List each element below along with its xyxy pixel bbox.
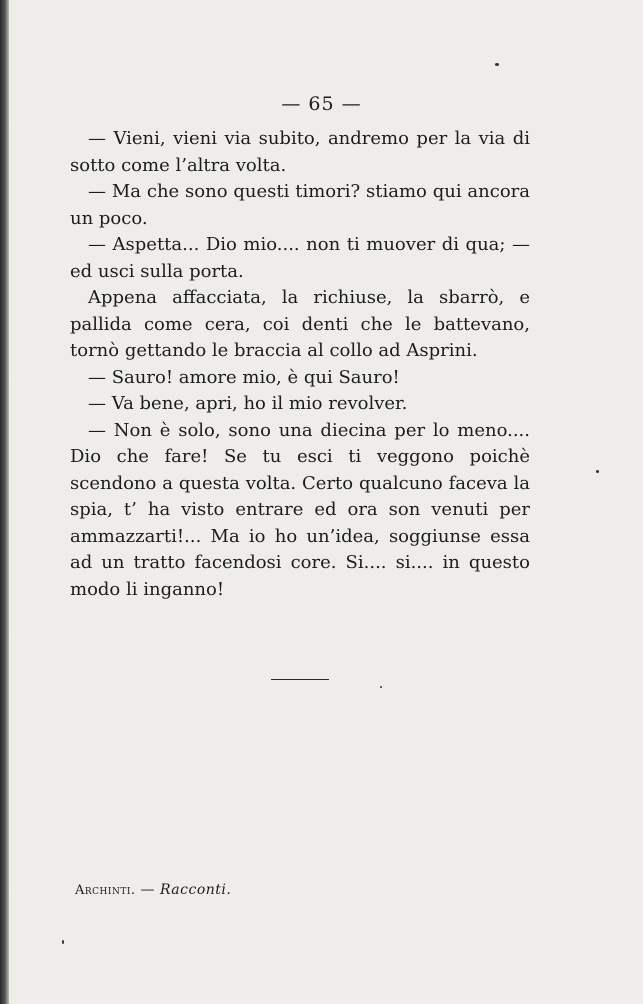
scan-speck (596, 470, 599, 473)
binding-edge (0, 0, 9, 1004)
paragraph-4: Appena affacciata, la richiuse, la sbarrò, e pallida come cera, coi denti che le battevano, tornò gettando le braccia al collo ad Asprini. (70, 287, 530, 361)
footer-title: Racconti. (159, 882, 232, 898)
paragraph-7: — Non è solo, sono una diecina per lo meno.... Dio che fare! Se tu esci ti veggono poichè scendono a questa volta. Certo qualcuno faceva la spia, t’ ha visto entrare ed ora son venuti per ammazzarti!... Ma io ho un’idea, soggiunse essa ad un tratto facendosi core. Si.... si.... in questo modo li inganno! (70, 419, 530, 600)
page-number: — 65 — (281, 93, 362, 115)
footer-author: Archinti. (75, 883, 136, 898)
scan-speck (62, 940, 64, 944)
paragraph-6: — Va bene, apri, ho il mio revolver. (88, 393, 408, 414)
section-rule (271, 679, 329, 680)
paragraph-1: — Vieni, vieni via subito, andremo per la via di sotto come l’altra volta. (70, 128, 530, 176)
scan-speck (380, 686, 382, 688)
body-text (70, 126, 530, 603)
signature-footer (75, 882, 231, 898)
footer-separator: — (135, 882, 160, 898)
paragraph-5: — Sauro! amore mio, è qui Sauro! (88, 366, 400, 388)
paragraph-2: — Ma che sono questi timori? stiamo qui ancora un poco. (70, 181, 530, 229)
paragraph-3: — Aspetta... Dio mio.... non ti muover di qua; — ed usci sulla porta. (70, 234, 530, 282)
scan-speck (495, 63, 499, 66)
